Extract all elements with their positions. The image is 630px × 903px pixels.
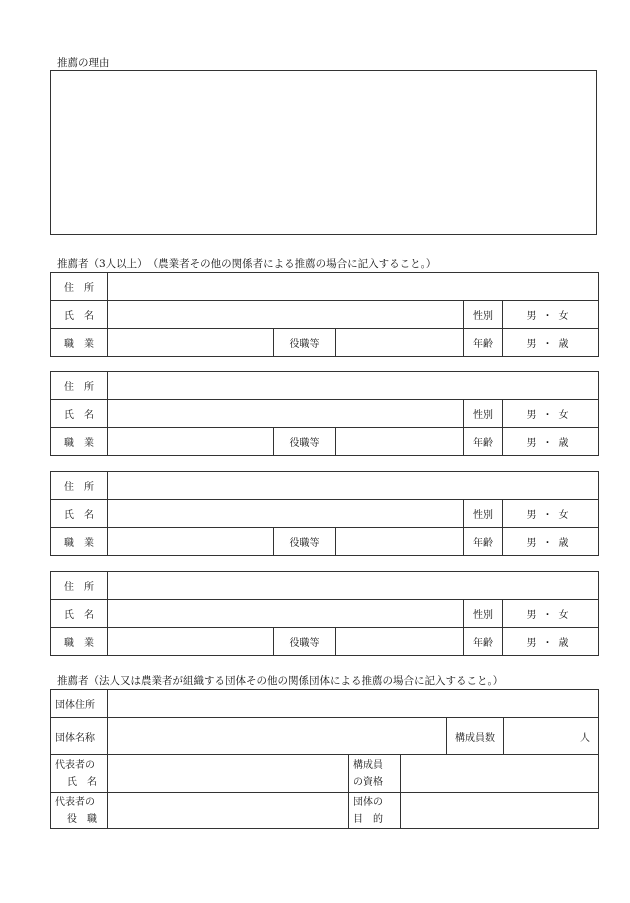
recommender-table bbox=[50, 571, 599, 656]
name-label: 氏 名 bbox=[51, 400, 108, 428]
rep-name-label bbox=[51, 755, 108, 793]
address-label: 住 所 bbox=[51, 273, 108, 301]
position-label: 役職等 bbox=[274, 628, 336, 656]
recommender-table bbox=[50, 471, 599, 556]
gender-label: 性別 bbox=[464, 400, 503, 428]
name-field[interactable] bbox=[108, 600, 464, 628]
gender-options[interactable]: 男・女 bbox=[503, 500, 599, 528]
recommender-table bbox=[50, 371, 599, 456]
recommender-table bbox=[50, 272, 599, 357]
recommenders-heading: 推薦者（3人以上） （農業者その他の関係者による推薦の場合に記入すること。） bbox=[57, 258, 437, 270]
org-address-field[interactable] bbox=[108, 690, 599, 718]
purpose-label bbox=[349, 793, 401, 829]
age-label: 年齢 bbox=[464, 329, 503, 357]
position-field[interactable] bbox=[336, 329, 464, 357]
member-qual-label-line2: の資格 bbox=[353, 776, 383, 788]
gender-label: 性別 bbox=[464, 600, 503, 628]
members-label: 構成員数 bbox=[447, 718, 504, 755]
address-label: 住 所 bbox=[51, 572, 108, 600]
position-label: 役職等 bbox=[274, 528, 336, 556]
organization-table bbox=[50, 689, 599, 829]
occupation-label: 職 業 bbox=[51, 428, 108, 456]
age-label: 年齢 bbox=[464, 528, 503, 556]
age-options[interactable]: 男・歳 bbox=[503, 628, 599, 656]
gender-label: 性別 bbox=[464, 301, 503, 329]
age-options[interactable]: 男・歳 bbox=[503, 528, 599, 556]
name-field[interactable] bbox=[108, 500, 464, 528]
member-qual-field[interactable] bbox=[401, 755, 599, 793]
rep-title-label-line2: 役 職 bbox=[67, 813, 97, 825]
purpose-field[interactable] bbox=[401, 793, 599, 829]
name-field[interactable] bbox=[108, 301, 464, 329]
position-field[interactable] bbox=[336, 428, 464, 456]
org-name-label: 団体名称 bbox=[51, 718, 108, 755]
address-field[interactable] bbox=[108, 572, 599, 600]
org-name-field[interactable] bbox=[108, 718, 447, 755]
rep-title-label bbox=[51, 793, 108, 829]
name-label: 氏 名 bbox=[51, 500, 108, 528]
address-label: 住 所 bbox=[51, 472, 108, 500]
name-label: 氏 名 bbox=[51, 600, 108, 628]
age-options[interactable]: 男・歳 bbox=[503, 329, 599, 357]
address-field[interactable] bbox=[108, 273, 599, 301]
name-label: 氏 名 bbox=[51, 301, 108, 329]
gender-options[interactable]: 男・女 bbox=[503, 301, 599, 329]
age-label: 年齢 bbox=[464, 428, 503, 456]
occupation-label: 職 業 bbox=[51, 329, 108, 357]
position-field[interactable] bbox=[336, 628, 464, 656]
org-address-label: 団体住所 bbox=[51, 690, 108, 718]
gender-options[interactable]: 男・女 bbox=[503, 600, 599, 628]
position-label: 役職等 bbox=[274, 428, 336, 456]
address-label: 住 所 bbox=[51, 372, 108, 400]
rep-name-field[interactable] bbox=[108, 755, 349, 793]
address-field[interactable] bbox=[108, 372, 599, 400]
position-label: 役職等 bbox=[274, 329, 336, 357]
reason-heading: 推薦の理由 bbox=[57, 57, 110, 69]
occupation-label: 職 業 bbox=[51, 528, 108, 556]
occupation-field[interactable] bbox=[108, 329, 274, 357]
occupation-field[interactable] bbox=[108, 628, 274, 656]
occupation-field[interactable] bbox=[108, 428, 274, 456]
address-field[interactable] bbox=[108, 472, 599, 500]
rep-title-field[interactable] bbox=[108, 793, 349, 829]
member-qual-label-line1: 構成員 bbox=[353, 759, 383, 771]
gender-options[interactable]: 男・女 bbox=[503, 400, 599, 428]
purpose-label-line1: 団体の bbox=[353, 796, 383, 808]
occupation-field[interactable] bbox=[108, 528, 274, 556]
members-unit: 人 bbox=[580, 732, 591, 744]
age-label: 年齢 bbox=[464, 628, 503, 656]
rep-name-label-line2: 氏 名 bbox=[67, 776, 97, 788]
organization-heading: 推薦者（法人又は農業者が組織する団体その他の関係団体による推薦の場合に記入すること。） bbox=[57, 675, 504, 687]
members-field[interactable] bbox=[504, 718, 599, 755]
occupation-label: 職 業 bbox=[51, 628, 108, 656]
purpose-label-line2: 目 的 bbox=[353, 813, 383, 825]
member-qual-label bbox=[349, 755, 401, 793]
name-field[interactable] bbox=[108, 400, 464, 428]
position-field[interactable] bbox=[336, 528, 464, 556]
gender-label: 性別 bbox=[464, 500, 503, 528]
rep-name-label-line1: 代表者の bbox=[55, 759, 95, 771]
reason-field[interactable] bbox=[50, 70, 597, 235]
age-options[interactable]: 男・歳 bbox=[503, 428, 599, 456]
rep-title-label-line1: 代表者の bbox=[55, 796, 95, 808]
